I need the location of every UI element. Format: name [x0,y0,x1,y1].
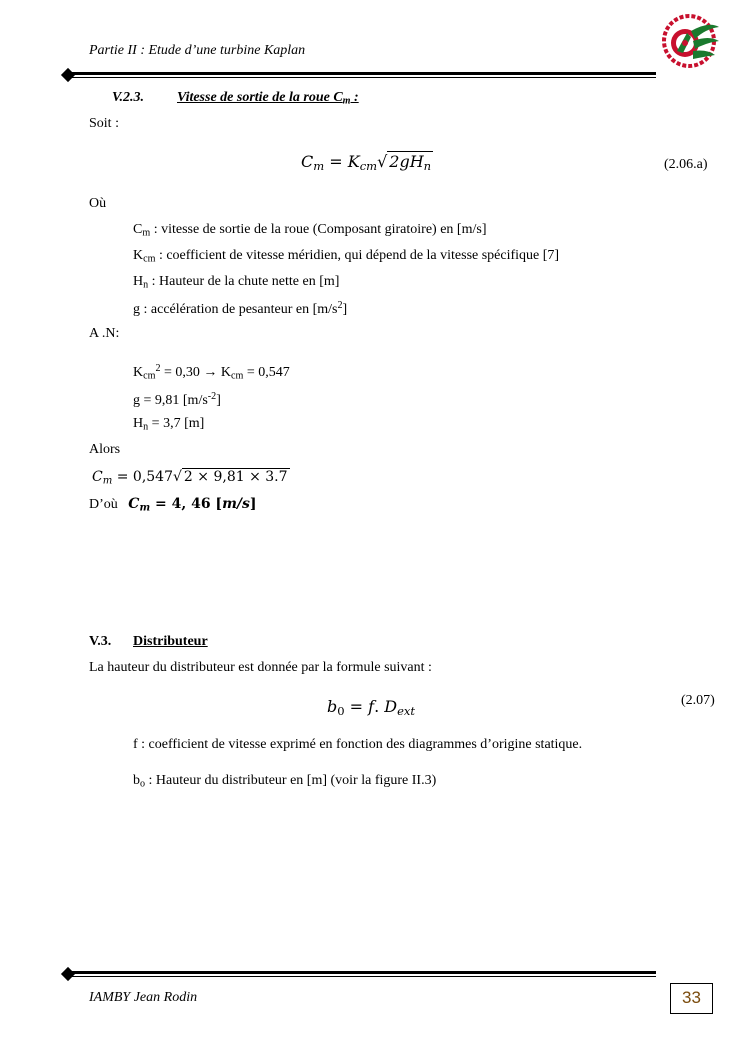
an-kcm: $K_{cm}^2 = 0,30 \to K_{cm} = 0,547$ [133,363,290,382]
an-label: A .N: [89,326,120,341]
equation-label: (2.06.a) [664,157,708,172]
header-rule-diamond [61,68,75,82]
equation-label-207: (2.07) [681,693,715,708]
where-text: Où [89,196,107,211]
footer-author: IAMBY Jean Rodin [89,990,198,1005]
definition-kcm: $K_{cm}$ : coefficient de vitesse méridien, qui dépend de la vitesse spécifique [7] [133,248,560,265]
header-title: Partie II : Etude d’une turbine Kaplan [89,43,306,58]
equation-b0: $b_0 = f$. $D_{ext}$ [327,697,416,718]
footer-rule-diamond [61,967,75,981]
definition-hn: $H_n$ : Hauteur de la chute nette en [m] [133,274,340,291]
an-g: g = 9,81 $[m/s^{-2}]$ [133,391,221,409]
section-number: V.2.3. [112,90,145,105]
section-title: Vitesse de sortie de la roue $C_m$ : [177,90,359,107]
section-v3-title: Distributeur [133,634,208,649]
definition-f: f : coefficient de vitesse exprimé en fonction des diagrammes d’origine statique. [133,737,583,752]
university-emblem-icon [661,13,721,69]
result-line: D’où $C_m = 4$, 46 [m/s] [89,496,257,514]
then-text: Alors [89,442,121,457]
definition-cm: $C_m$ : vitesse de sortie de la roue (Composant giratoire) en [m/s] [133,222,487,239]
definition-g: g : accélération de pesanteur en $[m/s^2]$ [133,300,348,318]
equation-cm: $C_m = K_{cm}√$ $2gH_n$ [301,152,432,173]
section-v3-number: V.3. [89,634,112,649]
definition-b0: $b_o$ : Hauteur du distributeur en [m] (voir la figure II.3) [133,773,437,790]
an-hn: $H_n = 3,7$ [m] [133,416,205,433]
calculation: $C_m = 0,547√$ 2 × 9,81 × 3.7 [92,469,288,487]
page-number: 33 [670,983,713,1014]
intro-text: Soit : [89,116,119,131]
section-v3-intro: La hauteur du distributeur est donnée par la formule suivant : [89,660,432,675]
